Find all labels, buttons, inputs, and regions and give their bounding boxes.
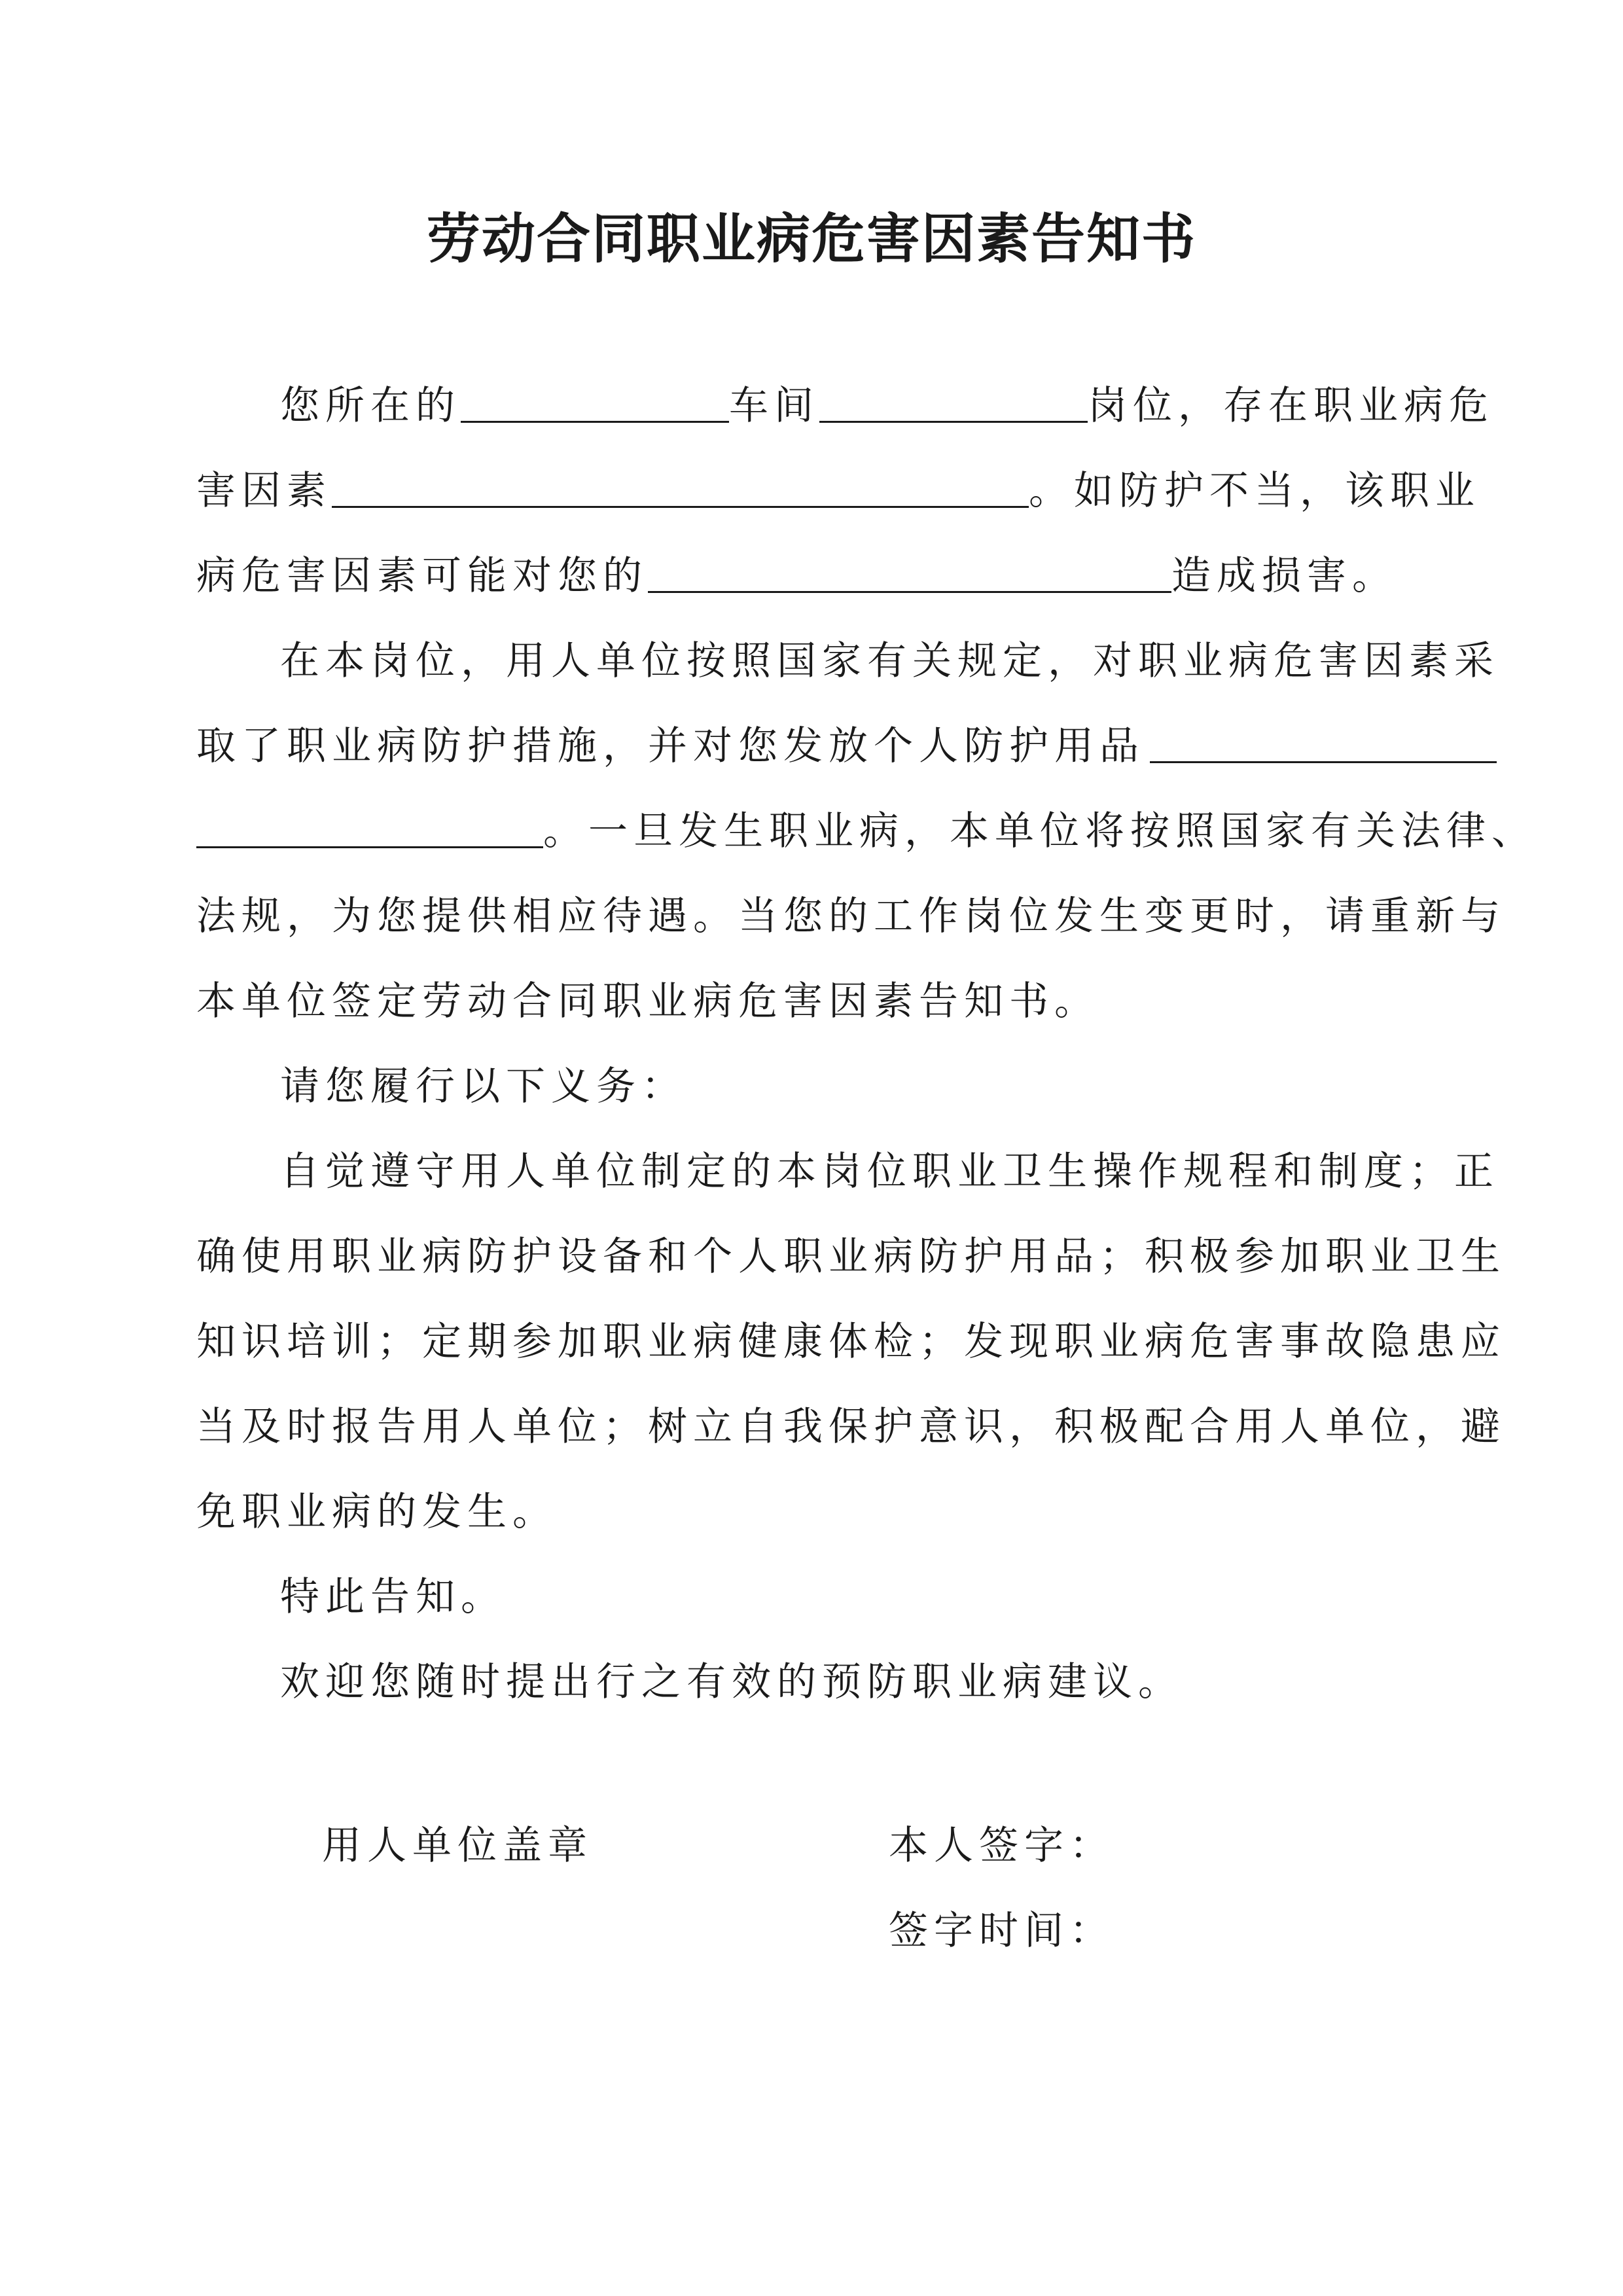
employee-signature-label: 本人签字： [889, 1823, 1115, 1869]
workshop-blank[interactable] [461, 380, 729, 423]
document-title: 劳动合同职业病危害因素告知书 [426, 208, 1196, 270]
employer-seal-label: 用人单位盖章 [322, 1823, 593, 1869]
para2-text-occurrence: 。一旦发生职业病，本单位将按照国家有关法律、 [543, 808, 1537, 854]
para1-text-hazard-factors: 害因素 [196, 468, 332, 514]
hazard-factors-blank[interactable] [332, 465, 1029, 508]
para3-line3: 知识培训；定期参加职业病健康体检；发现职业病危害事故隐患应 [196, 1319, 1506, 1365]
para1-text-position: 岗位，存在职业病危 [1088, 383, 1494, 429]
para1-line2 [196, 465, 1480, 517]
para2-line1: 在本岗位，用人单位按照国家有关规定，对职业病危害因素采 [280, 638, 1499, 684]
para1-line1 [280, 380, 1494, 432]
para2-line3 [196, 805, 1537, 857]
para1-text-workshop: 车间 [729, 383, 819, 429]
damage-target-blank[interactable] [648, 550, 1171, 593]
para3-line1: 自觉遵守用人单位制定的本岗位职业卫生操作规程和制度；正 [280, 1149, 1499, 1194]
para3-line4: 当及时报告用人单位；树立自我保护意识，积极配合用人单位，避 [196, 1404, 1506, 1450]
para1-text-protection: 。如防护不当，该职业 [1029, 468, 1480, 514]
ppe-blank-part2[interactable] [196, 806, 543, 848]
signature-date-label: 签字时间： [889, 1908, 1115, 1954]
para2-line5: 本单位签定劳动合同职业病危害因素告知书。 [196, 978, 1099, 1024]
para1-line3 [196, 550, 1453, 602]
para2-line2 [196, 720, 1453, 772]
obligations-heading: 请您履行以下义务： [280, 1064, 687, 1109]
ppe-blank-part1[interactable] [1150, 721, 1497, 763]
para2-text-ppe: 取了职业病防护措施，并对您发放个人防护用品 [196, 723, 1145, 769]
notice-text: 特此告知。 [280, 1574, 506, 1620]
para3-line2: 确使用职业病防护设备和个人职业病防护用品；积极参加职业卫生 [196, 1234, 1506, 1280]
para1-text-may-cause: 病危害因素可能对您的 [196, 553, 648, 599]
para1-text-workplace: 您所在的 [280, 383, 461, 429]
suggestion-text: 欢迎您随时提出行之有效的预防职业病建议。 [280, 1659, 1183, 1705]
para3-line5: 免职业病的发生。 [196, 1489, 558, 1535]
para2-line4: 法规，为您提供相应待遇。当您的工作岗位发生变更时，请重新与 [196, 893, 1506, 939]
para1-text-damage: 造成损害。 [1171, 553, 1397, 599]
position-blank[interactable] [819, 380, 1088, 423]
